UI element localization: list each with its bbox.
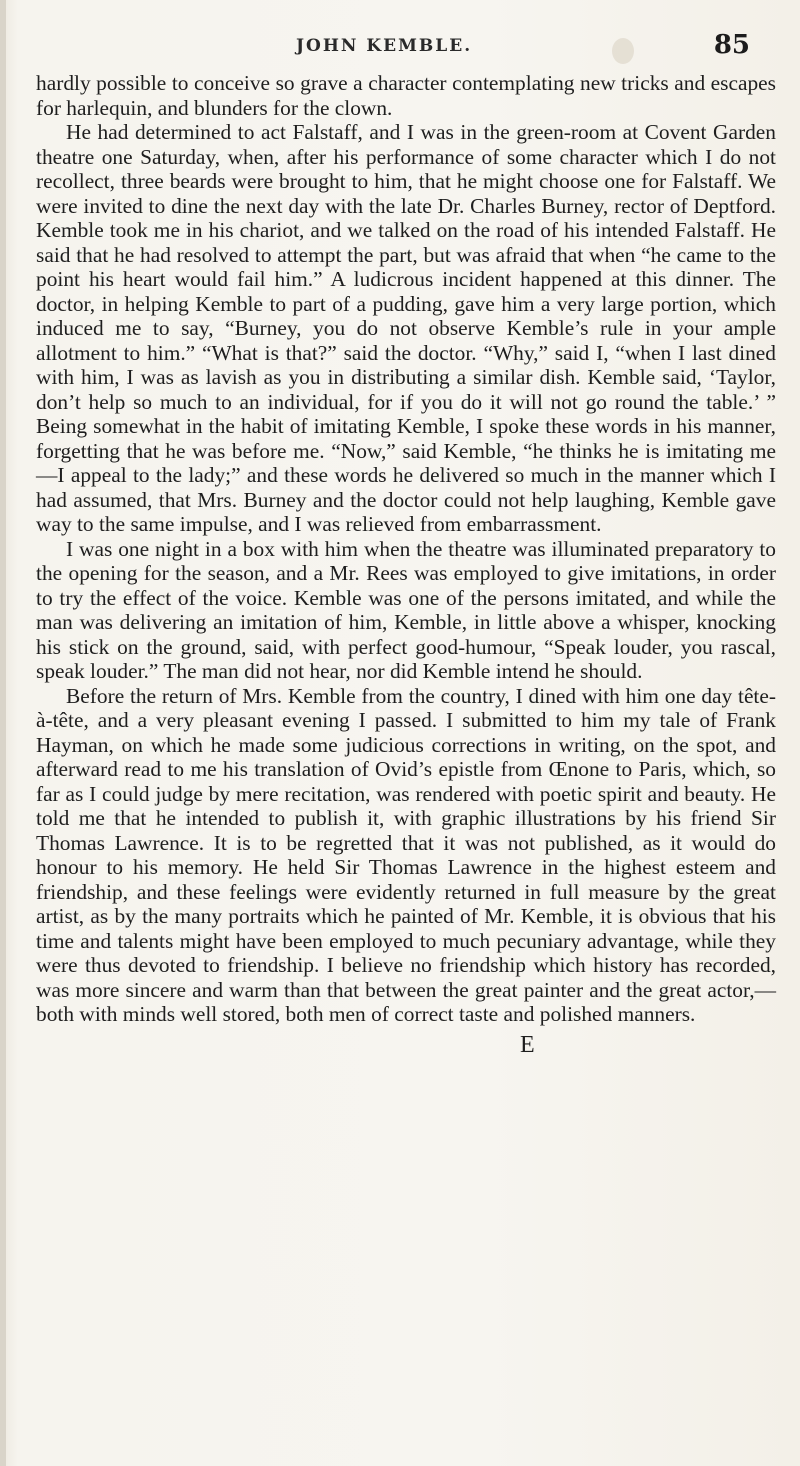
paragraph: hardly possible to conceive so grave a character contemplating new tricks and escapes for harlequin, and blunders for the clown. bbox=[36, 71, 776, 120]
paragraph: He had determined to act Falstaff, and I was in the green-room at Covent Garden theatre one Saturday, when, after his performance of some character which I do not recollect, three beards were brought to him, that he might choose one for Falstaff. We were invited to dine the next day with the late Dr. Charles Burney, rector of Deptford. Kemble took me in his chariot, and we talked on the road of his intended Falstaff. He said that he had resolved to attempt the part, but was afraid that when “he came to the point his heart would fail him.” A ludicrous incident happened at this dinner. The doctor, in helping Kemble to part of a pudding, gave him a very large portion, which induced me to say, “Burney, you do not observe Kemble’s rule in your ample allotment to him.” “What is that?” said the doctor. “Why,” said I, “when I last dined with him, I was as lavish as you in distributing a similar dish. Kemble said, ‘Taylor, don’t help so much to an individual, for if you do it will not go round the table.’ ” Being somewhat in the habit of imitating Kemble, I spoke these words in his manner, forgetting that he was before me. “Now,” said Kemble, “he thinks he is imitating me—I appeal to the lady;” and these words he delivered so much in the manner which I had assumed, that Mrs. Burney and the doctor could not help laughing, Kemble gave way to the same impulse, and I was relieved from embarrassment. bbox=[36, 120, 776, 536]
page-header bbox=[232, 30, 752, 66]
page-spine-edge bbox=[0, 0, 6, 1466]
signature-mark: E bbox=[520, 1032, 535, 1058]
paragraph: I was one night in a box with him when the theatre was illuminated preparatory to the opening for the season, and a Mr. Rees was employed to give imitations, in order to try the effect of the voice. Kemble was one of the persons imitated, and while the man was delivering an imitation of him, Kemble, in little above a whisper, knocking his stick on the ground, said, with perfect good-humour, “Speak louder, you rascal, speak louder.” The man did not hear, nor did Kemble intend he should. bbox=[36, 536, 776, 683]
running-title: JOHN KEMBLE. bbox=[296, 36, 473, 56]
paragraph: Before the return of Mrs. Kemble from the country, I dined with him one day tête-à-tête, and a very pleasant evening I passed. I submitted to him my tale of Frank Hayman, on which he made some judicious corrections in writing, on the spot, and afterward read to me his translation of Ovid’s epistle from Œnone to Paris, which, so far as I could judge by mere recitation, was rendered with poetic spirit and beauty. He told me that he intended to publish it, with graphic illustrations by his friend Sir Thomas Lawrence. It is to be regretted that it was not published, as it would do honour to his memory. He held Sir Thomas Lawrence in the highest esteem and friendship, and these feelings were evidently returned in full measure by the great artist, as by the many portraits which he painted of Mr. Kemble, it is obvious that his time and talents might have been employed to much pecuniary advantage, while they were thus devoted to friendship. I believe no friendship which history has recorded, was more sincere and warm than that between the great painter and the great actor,—both with minds well stored, both men of correct taste and polished manners. bbox=[36, 683, 776, 1026]
body-text bbox=[36, 71, 776, 1027]
page-number: 85 bbox=[713, 30, 750, 60]
